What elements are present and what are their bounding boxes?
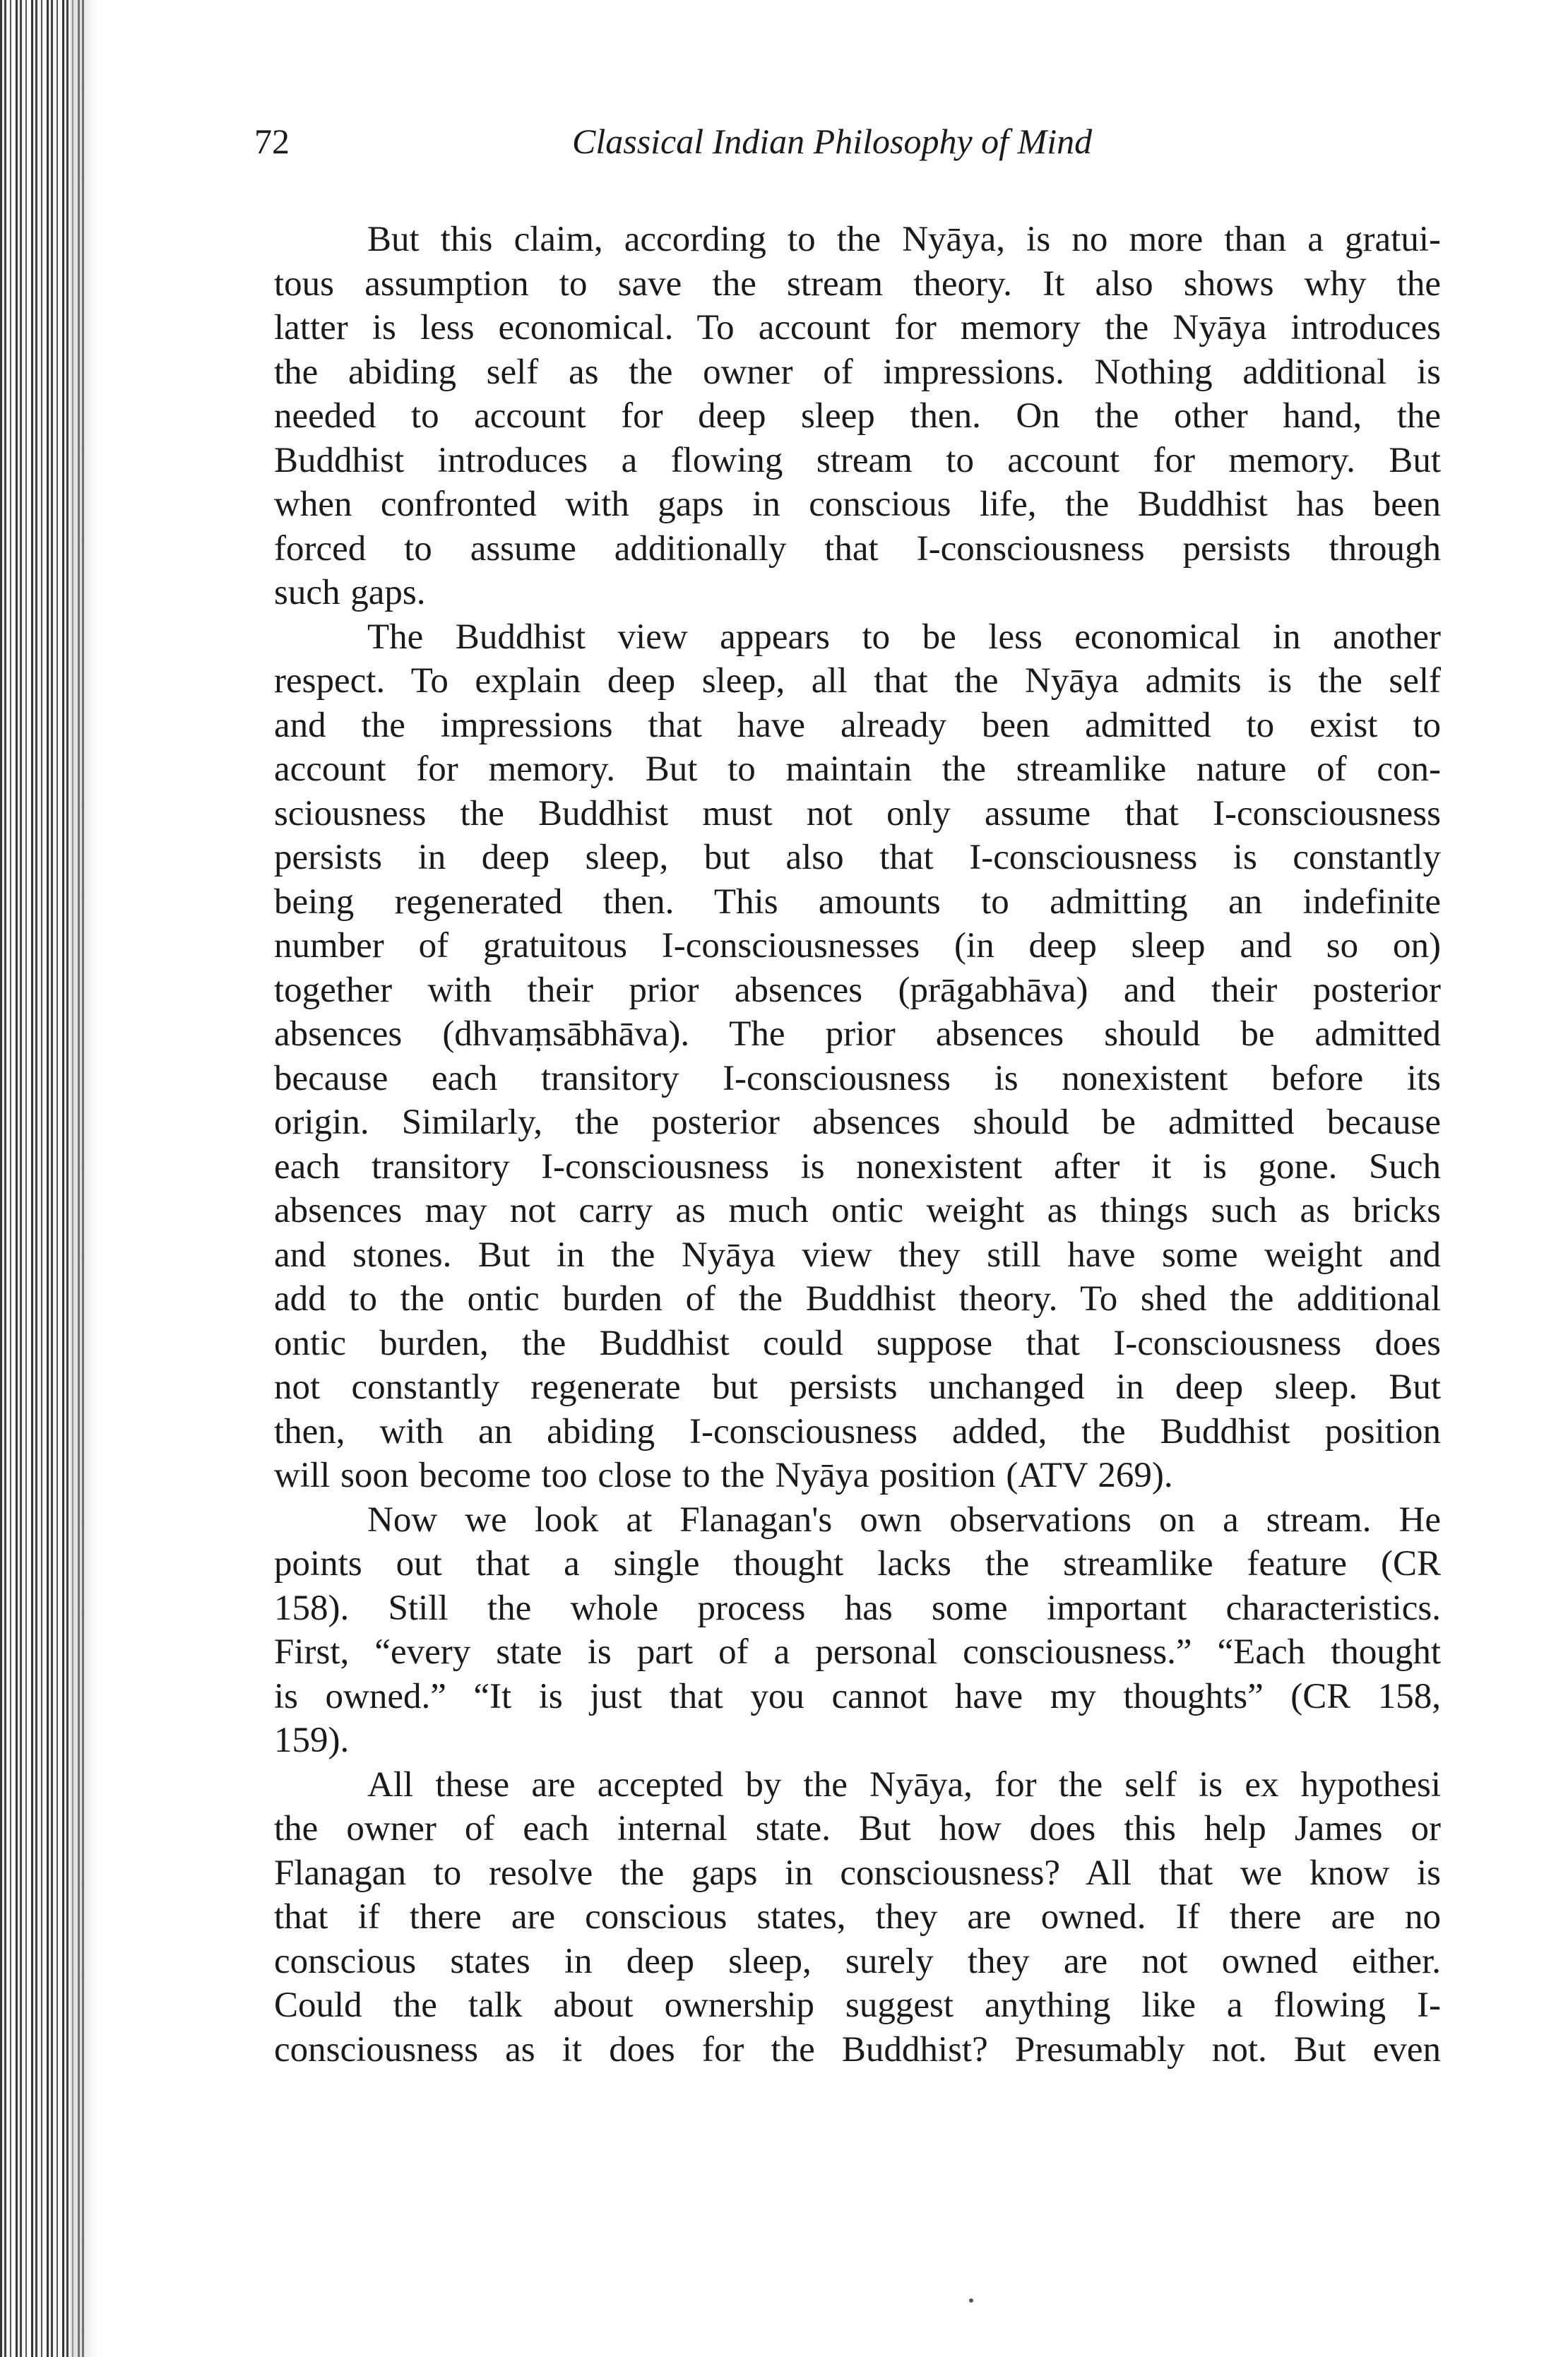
text-line: absences (dhvaṃsābhāva). The prior absences should be admitted [274,1014,1441,1054]
text-line: sciousness the Buddhist must not only assume that I-consciousness [274,793,1441,833]
text-line: ontic burden, the Buddhist could suppose that I-consciousness does [274,1323,1441,1363]
text-line: points out that a single thought lacks the streamlike feature (CR [274,1544,1441,1584]
running-title: Classical Indian Philosophy of Mind [572,121,1093,161]
text-line: origin. Similarly, the posterior absences should be admitted because [274,1103,1441,1142]
text-line: will soon become too close to the Nyāya position (ATV 269). [274,1456,1173,1495]
text-line: absences may not carry as much ontic weight as things such as bricks [274,1191,1441,1230]
text-line: persists in deep sleep, but also that I-consciousness is constantly [274,838,1441,877]
page-number: 72 [254,121,290,161]
text-line: and stones. But in the Nyāya view they still have some weight and [274,1235,1441,1275]
text-line: Buddhist introduces a flowing stream to account for memory. But [274,440,1441,480]
text-line: add to the ontic burden of the Buddhist theory. To shed the additional [274,1279,1441,1319]
paragraph-4 [274,1763,1441,2072]
text-line: forced to assume additionally that I-consciousness persists through [274,528,1441,569]
text-line: the owner of each internal state. But how does this help James or [274,1809,1441,1848]
text-line: 159). [274,1721,350,1760]
text-line: account for memory. But to maintain the streamlike nature of con- [274,749,1441,789]
text-line: First, “every state is part of a personal consciousness.” “Each thought [274,1632,1441,1672]
text-line: together with their prior absences (prāgabhāva) and their posterior [274,970,1441,1010]
text-line: Flanagan to resolve the gaps in consciousness? All that we know is [274,1853,1441,1893]
text-line: tous assumption to save the stream theory. It also shows why the [274,263,1441,304]
text-line: latter is less economical. To account for memory the Nyāya introduces [274,308,1441,348]
text-line: needed to account for deep sleep then. On the other hand, the [274,396,1441,436]
page-header [254,120,1511,170]
text-line: when confronted with gaps in conscious life, the Buddhist has been [274,485,1441,524]
text-line: is owned.” “It is just that you cannot have my thoughts” (CR 158, [274,1676,1441,1716]
text-line: conscious states in deep sleep, surely they are not owned either. [274,1941,1441,1981]
binding-shadow [71,0,99,2357]
text-line: consciousness as it does for the Buddhist? Presumably not. But even [274,2029,1441,2070]
text-line: and the impressions that have already been admitted to exist to [274,705,1441,745]
text-line: All these are accepted by the Nyāya, for the self is ex hypothesi [367,1764,1441,1805]
paragraph-3 [274,1498,1441,1763]
text-line: such gaps. [274,573,426,612]
paragraph-1 [274,218,1441,615]
text-line: then, with an abiding I-consciousness added, the Buddhist position [274,1411,1441,1451]
text-line: that if there are conscious states, they are owned. If there are no [274,1897,1441,1937]
body-text [274,218,1441,2072]
text-line: But this claim, according to the Nyāya, is no more than a gratui- [367,220,1441,259]
text-line: respect. To explain deep sleep, all that the Nyāya admits is the self [274,661,1441,701]
text-line: the abiding self as the owner of impressions. Nothing additional is [274,352,1441,392]
text-line: 158). Still the whole process has some important characteristics. [274,1588,1441,1628]
text-line: because each transitory I-consciousness is nonexistent before its [274,1058,1441,1098]
text-line: being regenerated then. This amounts to admitting an indefinite [274,881,1441,922]
text-line: Now we look at Flanagan's own observations on a stream. He [367,1500,1441,1540]
text-line: The Buddhist view appears to be less economical in another [367,617,1441,657]
text-line: not constantly regenerate but persists unchanged in deep sleep. But [274,1367,1441,1407]
paragraph-2 [274,615,1441,1498]
text-line: number of gratuitous I-consciousnesses (in deep sleep and so on) [274,926,1441,966]
text-line: Could the talk about ownership suggest anything like a flowing I- [274,1985,1441,2025]
text-line: each transitory I-consciousness is nonexistent after it is gone. Such [274,1146,1441,1187]
print-speck [969,2298,973,2303]
